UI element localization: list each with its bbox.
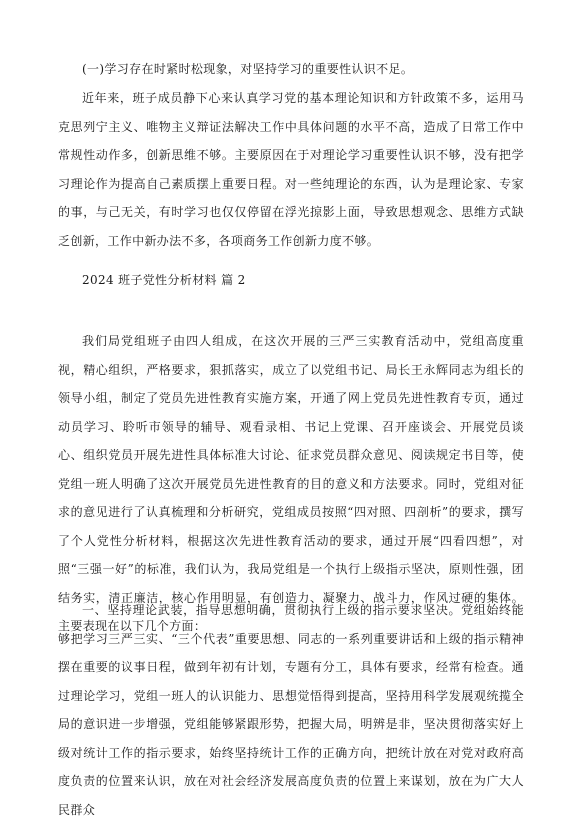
body-paragraph-3: 一、坚持理论武装，指导思想明确，贯彻执行上级的指示要求坚决。党组始终能够把学习三严三实、“三个代表”重要思想、同志的一系列重要讲话和上级的指示精神摆在重要的议事日程，做到年初有计划，专题有分工，具体有要求，经常有检查。通过理论学习，党组一班人的认识能力、思想觉悟得到提高，坚持用科学发展观统揽全局的意识进一步增强，党组能够紧跟形势，把握大局，明辨是非，坚决贯彻落实好上级对统计工作的指示要求，始终坚持统计工作的正确方向，把统计放在对党对政府高度负责的位置来认识，放在对社会经济发展高度负责的位置上来谋划，放在为广大人民群众 [58, 603, 524, 817]
article-title: 2024 班子党性分析材料 篇 2 [82, 273, 246, 287]
body-paragraph-1: 近年来，班子成员静下心来认真学习党的基本理论知识和方针政策不多，运用马克思列宁主义、唯物主义辩证法解决工作中具体问题的水平不高，造成了日常工作中常规性动作多，创新思维不够。主要原因在于对理论学习重要性认识不够，没有把学习理论作为提高自己素质摆上重要日程。对一些纯理论的东西，认为是理论家、专家的事，与己无关，有时学习也仅仅停留在浮光掠影上面，导致思想观念、思维方式缺乏创新，工作中新办法不多，各项商务工作创新力度不够。 [58, 91, 524, 248]
body-paragraph-2: 我们局党组班子由四人组成，在这次开展的三严三实教育活动中，党组高度重视，精心组织，严格要求，狠抓落实，成立了以党组书记、局长王永辉同志为组长的领导小组，制定了党员先进性教育实施方案，开通了网上党员先进性教育专页，通过动员学习、聆听市领导的辅导、观看录相、书记上党课、召开座谈会、开展党员谈心、组织党员开展先进性具体标准大讨论、征求党员群众意见、阅读规定书目等，使党组一班人明确了这次开展党员先进性教育的目的意义和方法要求。同时，党组对征求的意见进行了认真梳理和分析研究，党组成员按照“四对照、四剖析”的要求，撰写了个人党性分析材料，根据这次先进性教育活动的要求，通过开展“四看四想”，对照“三强一好”的标准，我们认为，我局党组是一个执行上级指示坚决，原则性强，团结务实，清正廉洁，核心作用明显，有创造力、凝聚力、战斗力，作风过硬的集体。主要表现在以下几个方面： [58, 334, 524, 633]
section-heading: (一)学习存在时紧时松现象，对坚持学习的重要性认识不足。 [82, 62, 414, 76]
